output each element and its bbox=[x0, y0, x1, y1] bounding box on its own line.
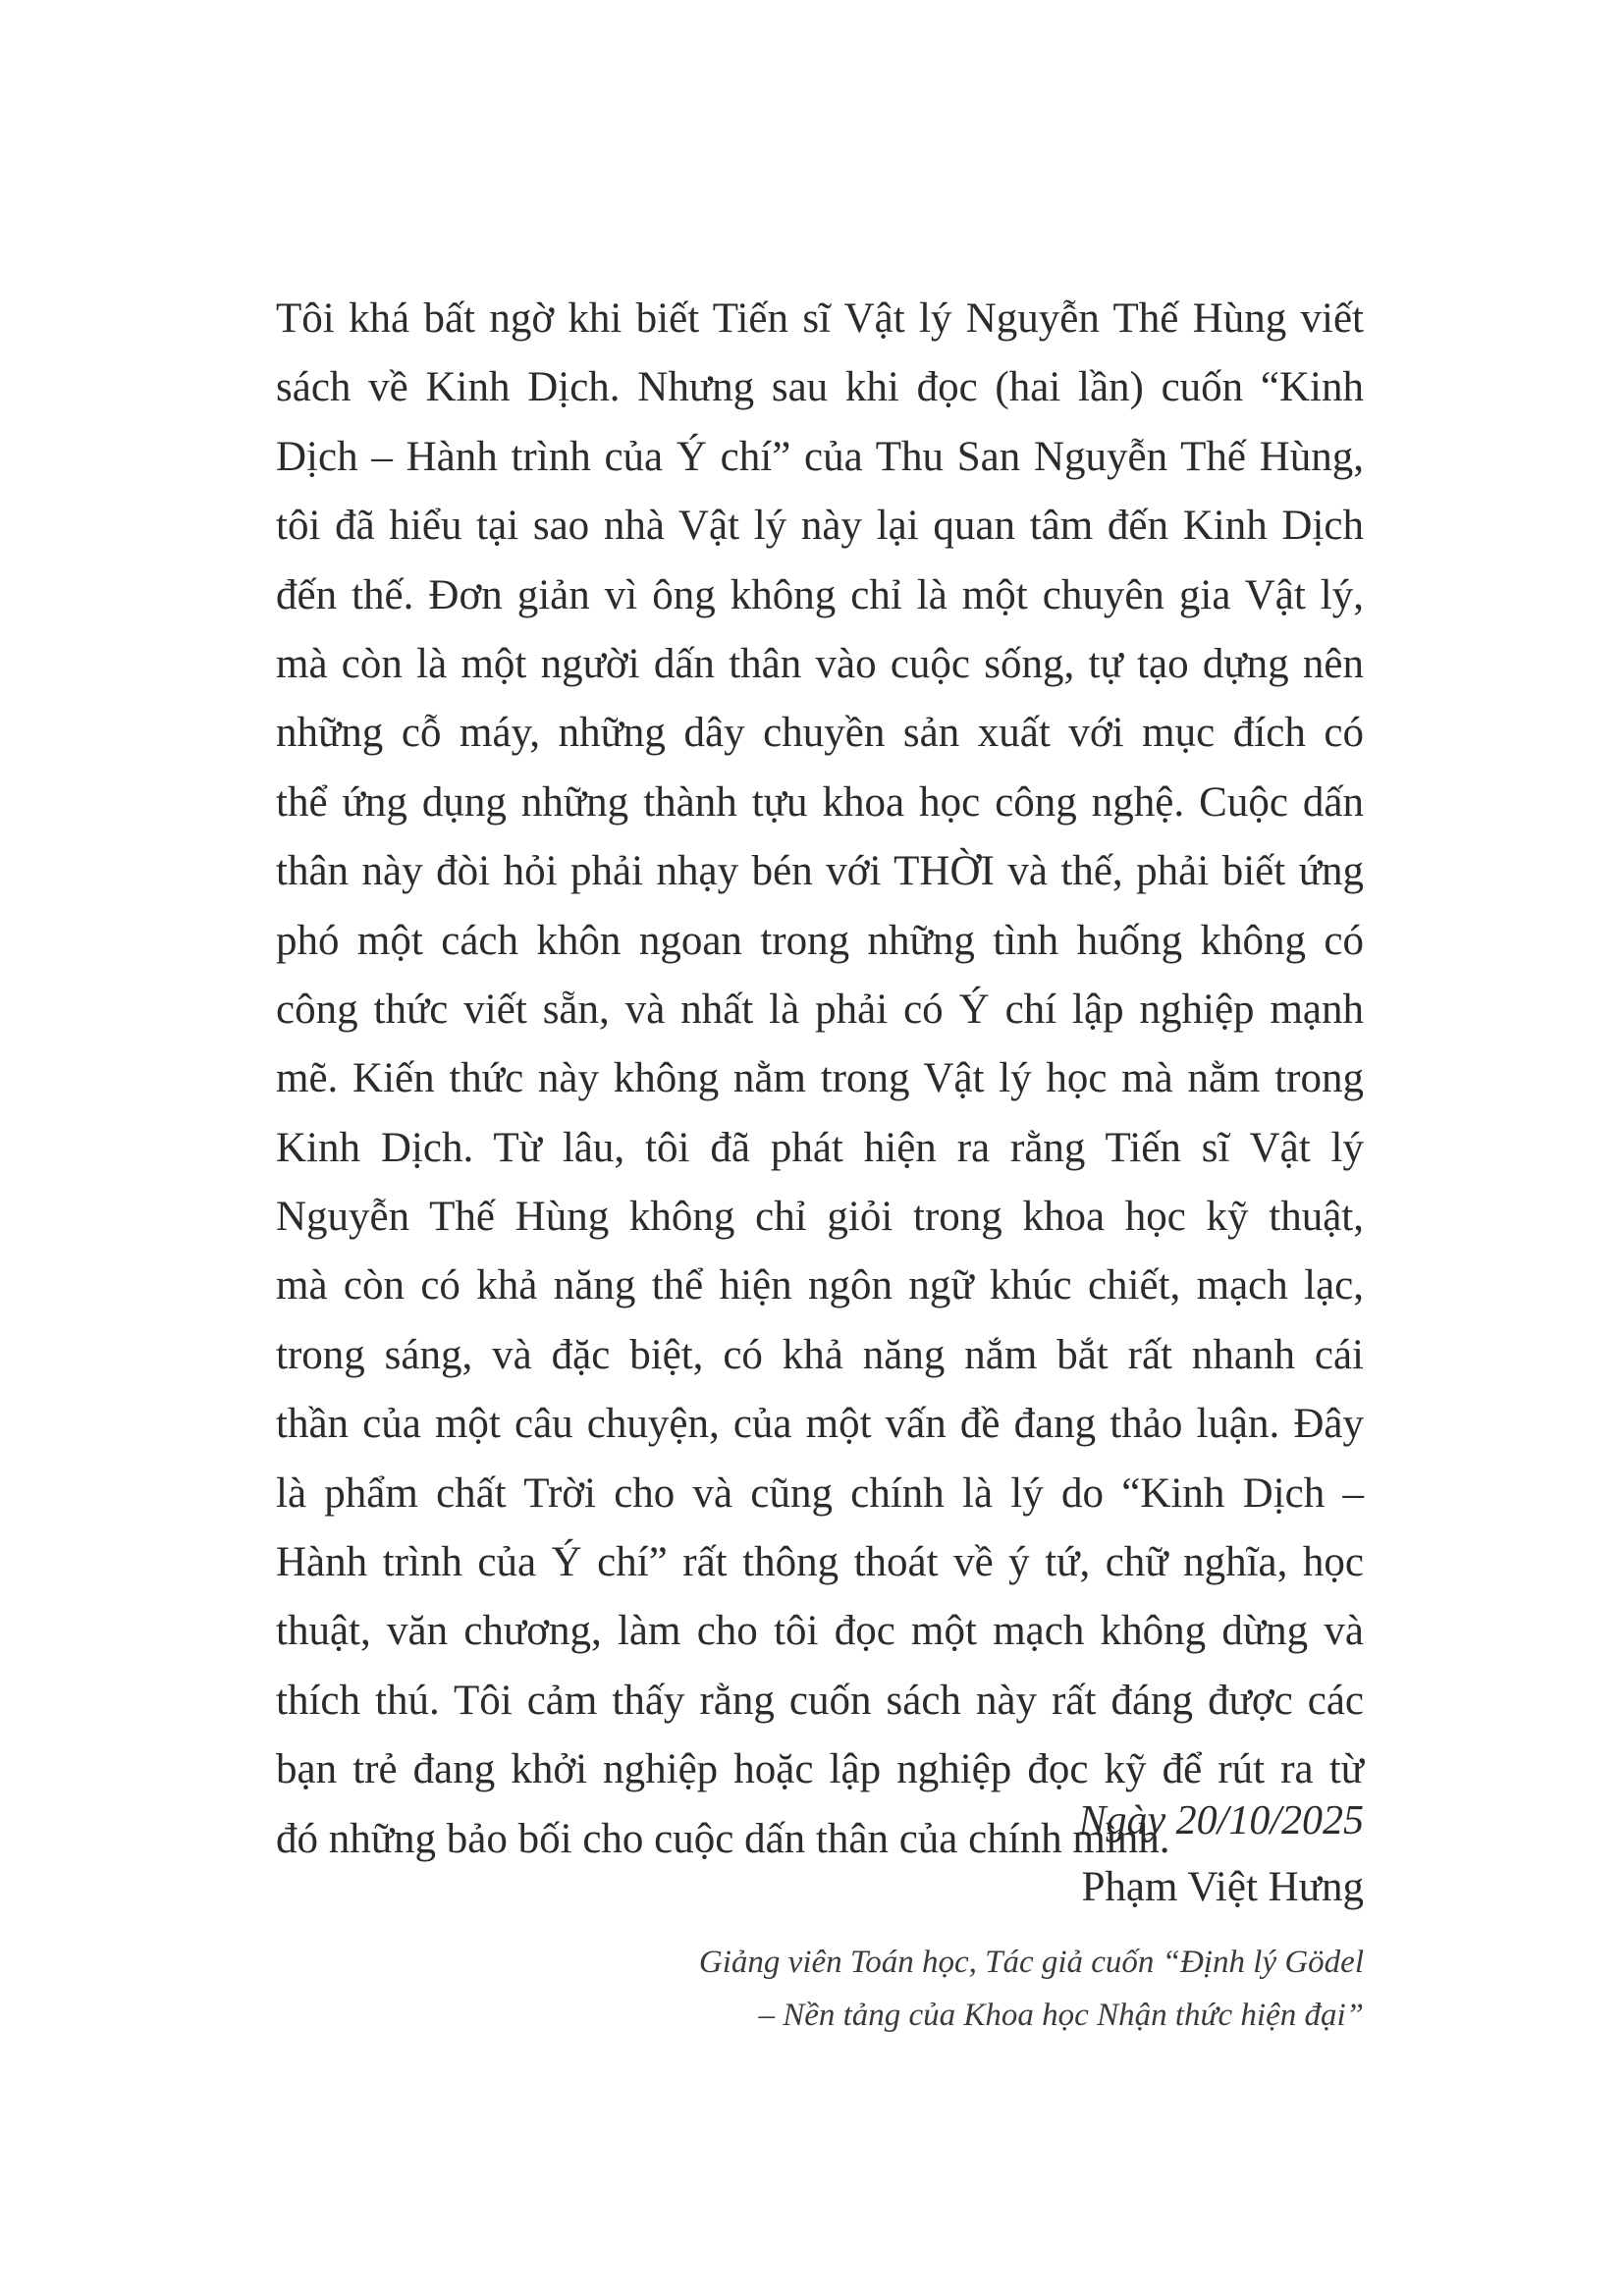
signature-date: Ngày 20/10/2025 bbox=[1078, 1798, 1364, 1843]
paragraph-line: Kinh Dịch. Từ lâu, tôi đã phát hiện ra rằng Tiến sĩ Vật lý bbox=[276, 1124, 1364, 1171]
paragraph-line: mà còn là một người dấn thân vào cuộc sống, tự tạo dựng nên bbox=[276, 640, 1364, 687]
paragraph-line: trong sáng, và đặc biệt, có khả năng nắm bắt rất nhanh cái bbox=[276, 1331, 1364, 1378]
paragraph-line: công thức viết sẵn, và nhất là phải có Ý chí lập nghiệp mạnh bbox=[276, 986, 1364, 1033]
paragraph-line: thần của một câu chuyện, của một vấn đề đang thảo luận. Đây bbox=[276, 1401, 1364, 1448]
paragraph-line: sách về Kinh Dịch. Nhưng sau khi đọc (hai lần) cuốn “Kinh bbox=[276, 364, 1364, 411]
author-title-line: Giảng viên Toán học, Tác giả cuốn “Định lý Gödel bbox=[698, 1945, 1364, 1980]
paragraph-line: Nguyễn Thế Hùng không chỉ giỏi trong khoa học kỹ thuật, bbox=[276, 1194, 1364, 1241]
paragraph-line: bạn trẻ đang khởi nghiệp hoặc lập nghiệp đọc kỹ để rút ra từ bbox=[276, 1746, 1364, 1793]
paragraph-line: thuật, văn chương, làm cho tôi đọc một mạch không dừng và bbox=[276, 1608, 1364, 1655]
paragraph-line: Tôi khá bất ngờ khi biết Tiến sĩ Vật lý Nguyễn Thế Hùng viết bbox=[276, 295, 1364, 342]
paragraph-line: thích thú. Tôi cảm thấy rằng cuốn sách này rất đáng được các bbox=[276, 1677, 1364, 1724]
paragraph-line: đến thế. Đơn giản vì ông không chỉ là một chuyên gia Vật lý, bbox=[276, 571, 1364, 618]
paragraph-line: Dịch – Hành trình của Ý chí” của Thu San Nguyễn Thế Hùng, bbox=[276, 433, 1364, 480]
paragraph-line: đó những bảo bối cho cuộc dấn thân của chính mình. bbox=[276, 1815, 1170, 1862]
paragraph-line: mẽ. Kiến thức này không nằm trong Vật lý học mà nằm trong bbox=[276, 1055, 1364, 1102]
paragraph-line: mà còn có khả năng thể hiện ngôn ngữ khúc chiết, mạch lạc, bbox=[276, 1262, 1364, 1309]
paragraph-line: là phẩm chất Trời cho và cũng chính là lý do “Kinh Dịch – bbox=[276, 1469, 1364, 1517]
foreword-paragraph bbox=[276, 285, 1364, 1874]
author-title-line: – Nền tảng của Khoa học Nhận thức hiện đại” bbox=[758, 1998, 1364, 2033]
paragraph-line: phó một cách khôn ngoan trong những tình huống không có bbox=[276, 917, 1364, 964]
paragraph-line: thân này đòi hỏi phải nhạy bén với THỜI và thế, phải biết ứng bbox=[276, 848, 1364, 895]
signature-block bbox=[480, 1789, 1364, 2042]
paragraph-line: thể ứng dụng những thành tựu khoa học công nghệ. Cuộc dấn bbox=[276, 778, 1364, 826]
paragraph-line: những cỗ máy, những dây chuyền sản xuất với mục đích có bbox=[276, 710, 1364, 757]
paragraph-line: Hành trình của Ý chí” rất thông thoát về ý tứ, chữ nghĩa, học bbox=[276, 1539, 1364, 1586]
author-name: Phạm Việt Hưng bbox=[1081, 1864, 1364, 1910]
paragraph-line: tôi đã hiểu tại sao nhà Vật lý này lại quan tâm đến Kinh Dịch bbox=[276, 503, 1364, 550]
